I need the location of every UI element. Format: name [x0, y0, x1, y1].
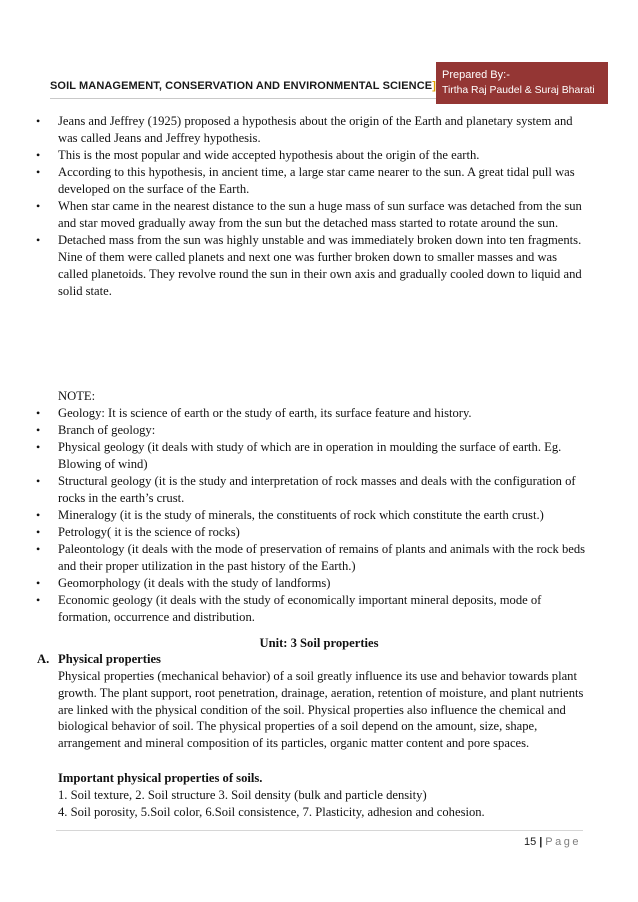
- list-item: [58, 405, 588, 422]
- list-item: [58, 473, 588, 507]
- list-item: [58, 507, 588, 524]
- list-item: [58, 439, 588, 473]
- list-item: [58, 592, 588, 626]
- list-item-text: Geology: It is science of earth or the study of earth, its surface feature and history.: [58, 406, 472, 420]
- properties-line-2: 4. Soil porosity, 5.Soil color, 6.Soil consistence, 7. Plasticity, adhesion and cohesion.: [58, 805, 485, 819]
- bullet-icon: [36, 232, 40, 249]
- list-item: [58, 541, 588, 575]
- list-item-text: Branch of geology:: [58, 423, 156, 437]
- bullet-icon: [36, 473, 40, 490]
- prepared-by-box: [436, 62, 608, 104]
- list-item: [58, 198, 588, 232]
- properties-line-1: 1. Soil texture, 2. Soil structure 3. Soil density (bulk and particle density): [58, 788, 427, 802]
- geology-branches-list: [58, 405, 588, 626]
- list-item-text: Petrology( it is the science of rocks): [58, 525, 240, 539]
- running-header-title: [50, 80, 436, 92]
- bullet-icon: [36, 198, 40, 215]
- section-letter: A.: [37, 652, 50, 666]
- footer-rule: [56, 830, 583, 831]
- bullet-icon: [36, 439, 40, 456]
- list-item-text: Jeans and Jeffrey (1925) proposed a hypothesis about the origin of the Earth and planetary system and was called Jeans and Jeffrey hypothesis.: [58, 114, 573, 145]
- bullet-icon: [36, 524, 40, 541]
- header-rule: [50, 98, 436, 99]
- list-item: [58, 422, 588, 439]
- bullet-icon: [36, 575, 40, 592]
- list-item-text: Detached mass from the sun was highly unstable and was immediately broken down into ten fragments. Nine of them were called planets and next one was further broken down to smaller masses and was called planetoids. They revolve round the sun in their own axis and gradually cooled down to liquid and solid state.: [58, 233, 582, 298]
- important-properties-heading: Important physical properties of soils.: [58, 771, 263, 785]
- bullet-icon: [36, 147, 40, 164]
- note-label: NOTE:: [58, 389, 96, 403]
- origin-hypothesis-list: [58, 113, 588, 300]
- list-item-text: Economic geology (it deals with the study of economically important mineral deposits, mode of formation, occurrence and distribution.: [58, 593, 542, 624]
- list-item: [58, 232, 588, 300]
- list-item-text: Geomorphology (it deals with the study of landforms): [58, 576, 331, 590]
- prepared-by-names: Tirtha Raj Paudel & Suraj Bharati: [442, 85, 595, 96]
- list-item: [58, 524, 588, 541]
- list-item-text: Paleontology (it deals with the mode of preservation of remains of plants and animals with the rock beds and their proper utilization in the past history of the Earth.): [58, 542, 586, 573]
- footer-separator: |: [539, 836, 543, 848]
- list-item: [58, 113, 588, 147]
- page-number: 15: [523, 836, 537, 848]
- list-item-text: According to this hypothesis, in ancient time, a large star came nearer to the sun. A great tidal pull was developed on the surface of the Earth.: [58, 165, 575, 196]
- bullet-icon: [36, 164, 40, 181]
- list-item-text: Mineralogy (it is the study of minerals, the constituents of rock which constitute the earth crust.): [58, 508, 544, 522]
- prepared-by-label: Prepared By:-: [442, 69, 510, 81]
- list-item-text: Physical geology (it deals with study of which are in operation in moulding the surface of earth. Eg. Blowing of wind): [58, 440, 562, 471]
- page-footer: [524, 836, 581, 848]
- page-label: Page: [545, 836, 581, 848]
- bullet-icon: [36, 113, 40, 130]
- unit-title: Unit: 3 Soil properties: [259, 636, 379, 650]
- list-item-text: When star came in the nearest distance to the sun a huge mass of sun surface was detached from the sun and star moved gradually away from the sun but the detached mass started to rotate around the sun.: [58, 199, 582, 230]
- list-item: [58, 575, 588, 592]
- list-item: [58, 164, 588, 198]
- list-item-text: Structural geology (it is the study and interpretation of rock masses and deals with the configuration of rocks in the earth’s crust.: [58, 474, 576, 505]
- section-heading: Physical properties: [58, 652, 161, 666]
- header-title-text: SOIL MANAGEMENT, CONSERVATION AND ENVIRONMENTAL SCIENCE: [50, 80, 433, 92]
- list-item-text: This is the most popular and wide accepted hypothesis about the origin of the earth.: [58, 148, 480, 162]
- header-bracket: ]: [432, 80, 436, 92]
- bullet-icon: [36, 507, 40, 524]
- bullet-icon: [36, 541, 40, 558]
- bullet-icon: [36, 592, 40, 609]
- bullet-icon: [36, 422, 40, 439]
- section-paragraph: Physical properties (mechanical behavior) of a soil greatly influence its use and behavior towards plant growth. The plant support, root penetration, drainage, aeration, retention of moisture, and plant nutrients are linked with the physical condition of the soil. Physical properties also influence the chemical and biological behavior of soil. The physical properties of a soil depend on the amount, size, shape, arrangement and mineral composition of its particles, organic matter content and pore spaces.: [58, 669, 584, 751]
- list-item: [58, 147, 588, 164]
- bullet-icon: [36, 405, 40, 422]
